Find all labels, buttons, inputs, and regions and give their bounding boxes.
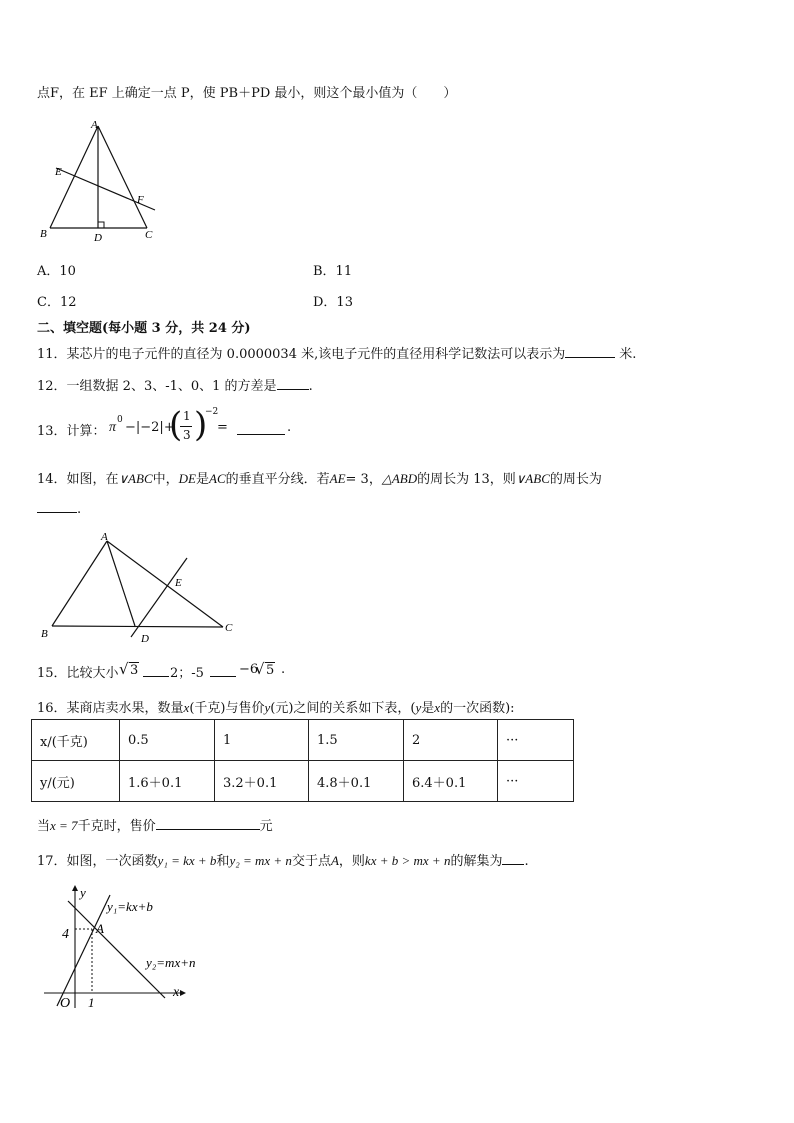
q16-stem3: (元)之间的关系如下表，(	[270, 701, 416, 716]
q16-x: x	[183, 700, 190, 715]
q17-p2: 和	[216, 854, 230, 869]
side-ab	[52, 541, 107, 626]
q17-p3: 交于点	[291, 854, 331, 869]
right-angle-mark	[98, 222, 104, 228]
y-axis-arrow	[72, 885, 78, 891]
q15-blank-2[interactable]	[210, 664, 236, 677]
label-line-y1: y₁=kx+b	[107, 899, 153, 914]
q16-stem4: 是	[421, 701, 435, 716]
q15-tail: .	[281, 662, 286, 677]
label-d: D	[94, 232, 102, 244]
table-cell: 1.6＋0.1	[120, 761, 215, 802]
q17-p5: 的解集为	[450, 854, 503, 869]
q16-x2: x	[434, 700, 441, 715]
segment-ad	[107, 541, 135, 626]
table-cell: 1	[215, 720, 309, 761]
label-b: B	[40, 228, 47, 240]
question-17	[37, 850, 529, 869]
label-a: A	[96, 921, 104, 936]
q14-figure	[35, 525, 245, 650]
q16-blank[interactable]	[156, 817, 260, 830]
option-d[interactable]: D．13	[313, 295, 353, 310]
q16-answer-unit: 元	[259, 819, 273, 834]
q13-den: 3	[183, 428, 191, 442]
perp-bisector-de	[131, 558, 187, 637]
q11-text: 11．某芯片的电子元件的直径为 0.0000034 米,该电子元件的直径用科学记数法可以表示为	[37, 347, 566, 362]
option-c[interactable]: C．12	[37, 295, 77, 310]
question-14	[37, 468, 602, 487]
q14-p2: 中，	[152, 472, 179, 487]
q10-figure	[35, 115, 165, 245]
q14-ac: AC	[209, 471, 226, 486]
line-y2	[68, 901, 165, 998]
label-e: E	[55, 166, 62, 178]
side-ac	[98, 126, 147, 228]
question-11	[37, 343, 636, 362]
q12-text: 12．一组数据 2、3、-1、0、1 的方差是	[37, 379, 277, 394]
label-x-axis: x	[173, 985, 180, 1000]
table-row	[32, 761, 574, 802]
q11-tail: 米.	[619, 347, 637, 362]
label-origin: O	[60, 996, 71, 1011]
table-cell: ···	[498, 720, 574, 761]
table-cell: 0.5	[120, 720, 215, 761]
q14-p7: 的周长为	[549, 472, 602, 487]
q14-p5: = 3，	[345, 472, 382, 487]
table-row	[32, 720, 574, 761]
option-a[interactable]: A．10	[37, 264, 76, 279]
label-d: D	[141, 633, 149, 645]
q13-abs: −|−2|+	[125, 420, 175, 435]
q12-tail: .	[308, 379, 313, 394]
q14-tri3: ∨ABC	[515, 471, 550, 486]
table-cell: 3.2＋0.1	[215, 761, 309, 802]
question-16	[37, 697, 515, 716]
label-y-axis: y	[80, 885, 86, 900]
line-y1	[57, 895, 110, 1006]
q13-paren-left: (	[169, 405, 183, 445]
q13-frac-bar	[180, 426, 192, 427]
question-15	[37, 660, 357, 684]
q14-tri1: ∨ABC	[118, 471, 153, 486]
question-12	[37, 375, 313, 394]
q17-y1: y₁ = kx + b	[157, 853, 217, 868]
q15-sqrt5: 5	[266, 663, 275, 678]
q14-tail: .	[77, 502, 82, 517]
q13-zero-exp: 0	[117, 415, 123, 425]
q17-blank[interactable]	[502, 852, 524, 865]
q14-p6: 的周长为 13，则	[417, 472, 516, 487]
label-e: E	[175, 577, 182, 589]
q14-p1: 14．如图，在	[37, 472, 119, 487]
option-b[interactable]: B．11	[313, 264, 353, 279]
q13-paren-right: )	[194, 405, 208, 445]
label-a: A	[91, 119, 98, 131]
q13-prefix: 13．计算：	[37, 424, 106, 439]
table-cell: ···	[498, 761, 574, 802]
q17-p4: ，则	[338, 854, 365, 869]
q16-stem5: 的一次函数):	[440, 701, 515, 716]
q12-blank[interactable]	[277, 377, 309, 390]
x-axis-arrow	[180, 990, 186, 996]
q16-stem: 16．某商店卖水果，数量	[37, 701, 184, 716]
label-b: B	[41, 628, 48, 640]
q14-tri2: △ABD	[381, 471, 418, 486]
table-cell: x/(千克)	[32, 720, 120, 761]
q17-ineq: kx + b > mx + n	[364, 853, 451, 868]
q15-prefix: 15．比较大小	[37, 666, 119, 681]
q14-answer-line	[37, 500, 81, 517]
q14-p4: 的垂直平分线．若	[225, 472, 330, 487]
q13-exp: −2	[205, 407, 219, 417]
q10-stem: 点F，在 EF 上确定一点 P，使 PB＋PD 最小，则这个最小值为（ ）	[37, 86, 457, 101]
q16-answer-mid: 千克时，售价	[77, 819, 156, 834]
section-fill-blank-title: 二、填空题(每小题 3 分，共 24 分)	[37, 321, 251, 336]
q15-neg6: −6	[239, 662, 259, 677]
q13-pi: π	[109, 420, 117, 435]
q13-blank[interactable]	[237, 422, 285, 435]
q17-y2: y₂ = mx + n	[229, 853, 292, 868]
q14-de: DE	[178, 471, 196, 486]
q15-blank-1[interactable]	[143, 664, 169, 677]
label-line-y2: y₂=mx+n	[146, 955, 196, 970]
table-cell: 2	[404, 720, 498, 761]
q15-sqrt3: 3	[130, 663, 139, 678]
q16-answer-prefix: 当	[37, 819, 51, 834]
label-c: C	[145, 229, 153, 241]
q16-y: y	[264, 700, 271, 715]
q15-sqrt-sign-2: √	[255, 660, 265, 678]
q11-blank[interactable]	[565, 345, 615, 358]
table-cell: 6.4＋0.1	[404, 761, 498, 802]
q16-answer-x: x = 7	[50, 818, 78, 833]
q16-stem2: (千克)与售价	[189, 701, 265, 716]
q13-tail: .	[287, 420, 292, 435]
table-cell: 1.5	[309, 720, 404, 761]
q16-table	[31, 719, 574, 802]
label-one: 1	[88, 995, 95, 1010]
q14-p3: 是	[195, 472, 209, 487]
q15-sqrt-sign-1: √	[119, 660, 129, 678]
label-f: F	[137, 194, 144, 206]
side-ac	[107, 541, 223, 627]
q17-p1: 17．如图，一次函数	[37, 854, 158, 869]
label-a: A	[101, 531, 108, 543]
q17-tail: .	[524, 854, 529, 869]
q15-mid: 2；-5	[170, 666, 204, 681]
q13-eq: =	[217, 420, 228, 435]
q14-ae: AE	[329, 471, 346, 486]
label-c: C	[225, 622, 233, 634]
q14-blank[interactable]	[37, 500, 77, 513]
q17-figure	[40, 883, 225, 1013]
label-four: 4	[62, 927, 69, 942]
q17-a: A	[330, 853, 339, 868]
table-cell: 4.8＋0.1	[309, 761, 404, 802]
q16-answer-line	[37, 815, 273, 834]
q16-y2: y	[415, 700, 422, 715]
q13-num: 1	[183, 409, 191, 423]
table-cell: y/(元)	[32, 761, 120, 802]
